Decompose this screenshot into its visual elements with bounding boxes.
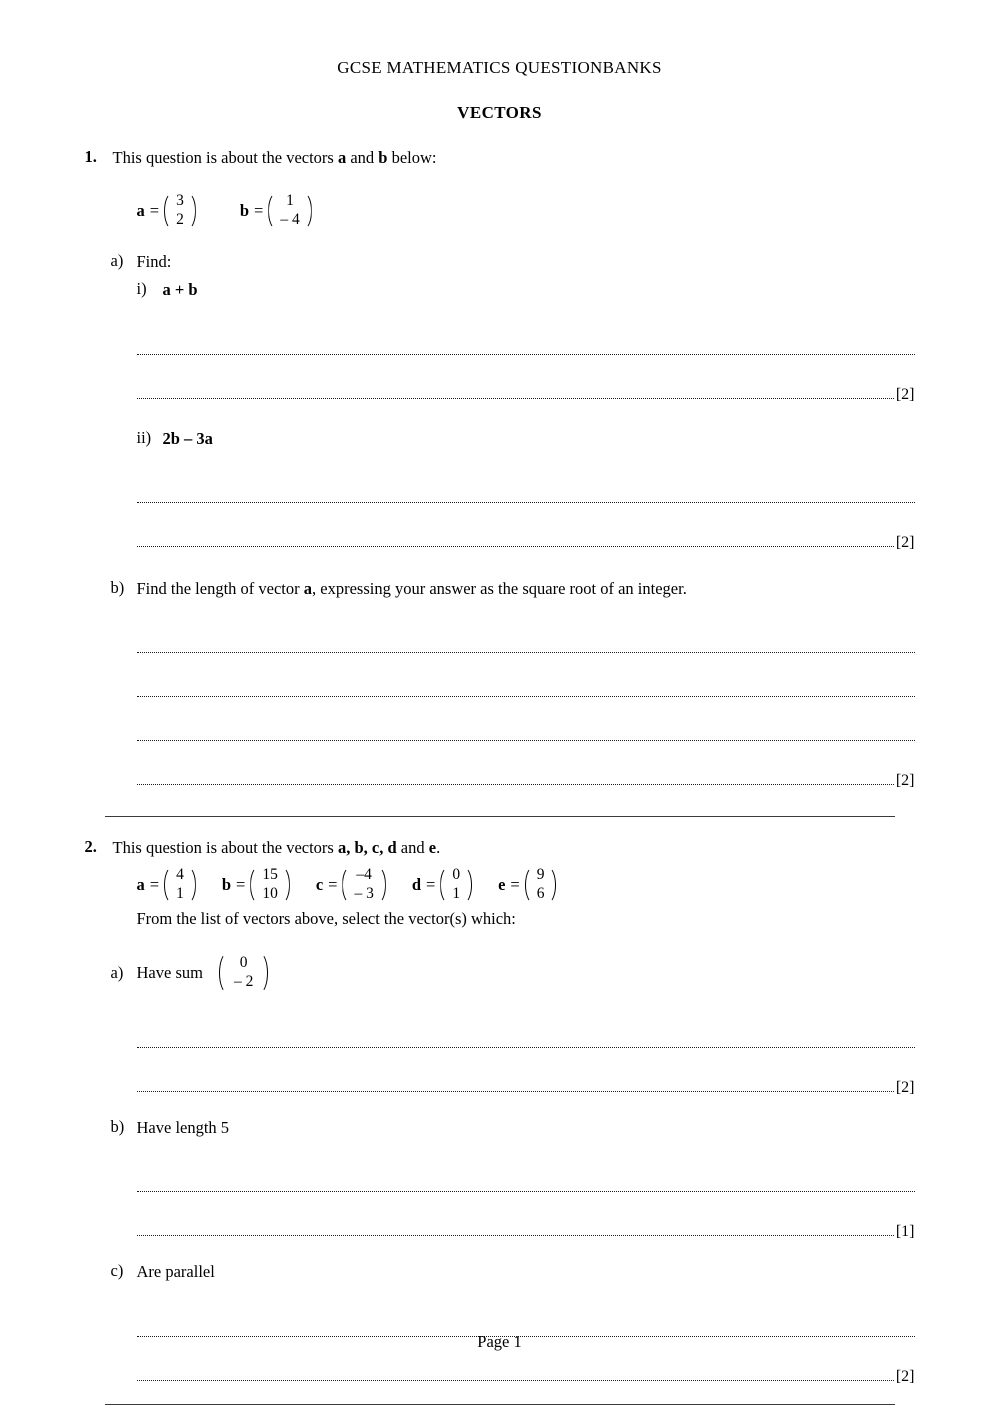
q1-stem-before: This question is about the vectors bbox=[112, 148, 338, 167]
dotted-line bbox=[137, 1190, 915, 1192]
question-1-part-a-subpart-ii bbox=[85, 428, 915, 450]
footer-divider bbox=[105, 1404, 895, 1405]
vector-b-column bbox=[250, 865, 290, 905]
vector-d-equals: = bbox=[426, 875, 436, 895]
q2-vector-refs: a, b, c, d bbox=[337, 838, 397, 858]
question-2-vector-definitions bbox=[85, 865, 915, 905]
answer-area-q2-b[interactable] bbox=[85, 1153, 915, 1241]
page-footer: Page 1 bbox=[477, 1332, 522, 1351]
vector-b-column bbox=[268, 191, 311, 231]
part-b-label: b) bbox=[110, 577, 125, 597]
dotted-line bbox=[137, 1090, 894, 1092]
question-1-stem bbox=[85, 147, 915, 169]
answer-line[interactable] bbox=[137, 658, 915, 702]
vector-d-cells bbox=[449, 865, 463, 905]
answer-area-q1-a-ii[interactable] bbox=[85, 464, 915, 552]
part-a-label: a) bbox=[110, 963, 124, 983]
answer-line[interactable] bbox=[137, 1153, 915, 1197]
question-1 bbox=[85, 147, 915, 790]
dotted-line bbox=[137, 1379, 894, 1381]
marks-allocation: [2] bbox=[895, 1367, 915, 1385]
q1-stem-mid: and bbox=[346, 148, 379, 167]
part-a-label: a) bbox=[110, 251, 124, 271]
question-2-instruction: From the list of vectors above, select the vector(s) which: bbox=[136, 909, 516, 929]
dotted-line bbox=[137, 501, 915, 503]
vector-e-column bbox=[525, 865, 557, 905]
dotted-line bbox=[137, 651, 915, 653]
vector-b-component-y: – 4 bbox=[280, 211, 300, 229]
vector-c-component-y: – 3 bbox=[354, 885, 374, 903]
right-paren-icon bbox=[187, 865, 196, 905]
vector-a-column bbox=[164, 865, 196, 905]
vector-a-cells bbox=[173, 865, 187, 905]
part-a-text: Find: bbox=[136, 252, 172, 272]
question-2-stem-text bbox=[113, 837, 915, 859]
q2-stem-after: . bbox=[436, 838, 441, 858]
question-2-part-c bbox=[85, 1261, 915, 1283]
right-paren-icon bbox=[281, 865, 290, 905]
dotted-line bbox=[137, 695, 915, 697]
question-1-part-a bbox=[85, 251, 915, 273]
vector-b-label: b bbox=[239, 201, 249, 221]
question-1-vector-definitions bbox=[85, 191, 915, 231]
vector-b-label: b bbox=[221, 875, 231, 895]
vector-a-component-x: 4 bbox=[176, 866, 184, 884]
answer-line[interactable] bbox=[137, 614, 915, 658]
left-paren-icon bbox=[525, 865, 534, 905]
question-1-part-a-subpart-i bbox=[85, 279, 915, 301]
vector-c-label: c bbox=[315, 875, 324, 895]
subpart-ii-label: ii) bbox=[136, 427, 152, 447]
vector-e-label: e bbox=[498, 875, 506, 895]
dotted-line bbox=[137, 353, 915, 355]
question-2 bbox=[85, 837, 915, 1385]
q2-stem-before: This question is about the vectors bbox=[112, 838, 338, 858]
vector-definition-c bbox=[316, 865, 386, 905]
part-c-text: Are parallel bbox=[136, 1262, 215, 1282]
vector-a-column bbox=[164, 191, 196, 231]
target-component-x: 0 bbox=[239, 954, 248, 972]
vector-c-component-x: –4 bbox=[356, 866, 372, 884]
answer-line[interactable] bbox=[137, 702, 915, 746]
vector-definition-b bbox=[222, 865, 290, 905]
answer-line[interactable] bbox=[137, 1197, 915, 1241]
subpart-i-label: i) bbox=[136, 279, 147, 299]
q1-vector-a-ref: a bbox=[337, 148, 347, 167]
answer-line[interactable] bbox=[137, 1053, 915, 1097]
vector-b-equals: = bbox=[236, 875, 246, 895]
vector-a-cells bbox=[173, 191, 187, 231]
part-b-text: Have length 5 bbox=[136, 1118, 230, 1138]
left-paren-icon bbox=[164, 191, 173, 231]
vector-definition-b bbox=[240, 191, 312, 231]
q2-stem-mid: and bbox=[396, 838, 429, 858]
right-paren-icon bbox=[187, 191, 196, 231]
answer-line[interactable] bbox=[137, 316, 915, 360]
right-paren-icon bbox=[377, 865, 386, 905]
document-subtitle: VECTORS bbox=[457, 103, 542, 122]
vector-a-component-x: 3 bbox=[176, 192, 184, 210]
part-b-text-before: Find the length of vector bbox=[136, 578, 304, 598]
answer-line[interactable] bbox=[137, 464, 915, 508]
vector-a-equals: = bbox=[149, 201, 160, 221]
vector-definition-a bbox=[137, 191, 196, 231]
vector-a-equals: = bbox=[149, 875, 160, 895]
vector-definition-a bbox=[137, 865, 196, 905]
part-a-target-cells bbox=[228, 951, 259, 995]
vector-b-component-x: 1 bbox=[286, 192, 294, 210]
marks-allocation: [2] bbox=[895, 385, 915, 403]
vector-a-label: a bbox=[136, 201, 145, 221]
vector-d-component-x: 0 bbox=[452, 866, 461, 884]
right-paren-icon bbox=[547, 865, 556, 905]
vector-c-column bbox=[342, 865, 385, 905]
vector-a-component-y: 2 bbox=[176, 211, 184, 229]
answer-line[interactable] bbox=[137, 1009, 915, 1053]
question-2-part-b bbox=[85, 1117, 915, 1139]
answer-line[interactable] bbox=[137, 360, 915, 404]
vector-d-label: d bbox=[411, 875, 422, 895]
right-paren-icon bbox=[463, 865, 472, 905]
dotted-line bbox=[137, 545, 894, 547]
q1-vector-b-ref: b bbox=[378, 148, 388, 167]
subpart-ii-expression: 2b – 3a bbox=[162, 428, 213, 448]
document-title: GCSE MATHEMATICS QUESTIONBANKS bbox=[337, 58, 662, 77]
question-1-stem-text bbox=[113, 147, 915, 169]
marks-allocation: [1] bbox=[895, 1223, 915, 1241]
right-paren-icon bbox=[303, 191, 312, 231]
answer-area-q1-a-i[interactable] bbox=[85, 316, 915, 404]
dotted-line bbox=[137, 1046, 915, 1048]
vector-definition-e bbox=[498, 865, 556, 905]
part-b-text bbox=[137, 578, 915, 600]
question-1-part-b bbox=[85, 578, 915, 600]
marks-allocation: [2] bbox=[895, 533, 915, 551]
part-a-target-vector bbox=[219, 951, 268, 995]
q2-vector-e-ref: e bbox=[428, 838, 437, 858]
dotted-line bbox=[137, 1234, 894, 1236]
question-2-part-a bbox=[85, 951, 915, 995]
vector-c-cells bbox=[351, 865, 376, 905]
left-paren-icon bbox=[164, 865, 173, 905]
left-paren-icon bbox=[250, 865, 259, 905]
part-b-label: b) bbox=[110, 1117, 125, 1137]
vector-b-cells bbox=[277, 191, 302, 231]
right-paren-icon bbox=[259, 951, 268, 995]
answer-area-q2-a[interactable] bbox=[85, 1009, 915, 1097]
part-a-text: Have sum bbox=[136, 963, 203, 983]
vector-b-cells bbox=[259, 865, 281, 905]
vector-b-component-y: 10 bbox=[262, 885, 278, 903]
marks-allocation: [2] bbox=[895, 1079, 915, 1097]
part-b-vector-ref: a bbox=[303, 578, 313, 598]
subpart-i-expression: a + b bbox=[162, 280, 198, 300]
marks-allocation: [2] bbox=[895, 772, 915, 790]
vector-b-component-x: 15 bbox=[262, 866, 278, 884]
section-divider bbox=[105, 816, 895, 817]
dotted-line bbox=[137, 739, 915, 741]
vector-d-column bbox=[440, 865, 472, 905]
answer-line[interactable] bbox=[137, 746, 915, 790]
document-content bbox=[85, 147, 915, 1405]
question-2-stem bbox=[85, 837, 915, 859]
answer-area-q1-b[interactable] bbox=[85, 614, 915, 790]
dotted-line bbox=[137, 783, 894, 785]
vector-e-component-x: 9 bbox=[536, 866, 545, 884]
vector-a-label: a bbox=[136, 875, 145, 895]
part-c-label: c) bbox=[110, 1261, 124, 1281]
vector-b-equals: = bbox=[254, 201, 264, 221]
answer-line[interactable] bbox=[137, 508, 915, 552]
target-component-y: – 2 bbox=[233, 973, 254, 991]
dotted-line bbox=[137, 397, 894, 399]
left-paren-icon bbox=[440, 865, 449, 905]
question-1-number: 1. bbox=[84, 147, 97, 166]
q1-stem-after: below: bbox=[387, 148, 437, 167]
vector-definition-d bbox=[412, 865, 472, 905]
left-paren-icon bbox=[342, 865, 351, 905]
left-paren-icon bbox=[268, 191, 277, 231]
vector-e-component-y: 6 bbox=[536, 885, 545, 903]
vector-a-component-y: 1 bbox=[176, 885, 184, 903]
vector-d-component-y: 1 bbox=[452, 885, 461, 903]
vector-e-cells bbox=[534, 865, 548, 905]
vector-c-equals: = bbox=[328, 875, 338, 895]
left-paren-icon bbox=[219, 951, 228, 995]
question-2-number: 2. bbox=[84, 837, 97, 857]
vector-e-equals: = bbox=[510, 875, 520, 895]
part-b-text-after: , expressing your answer as the square root of an integer. bbox=[312, 578, 687, 598]
